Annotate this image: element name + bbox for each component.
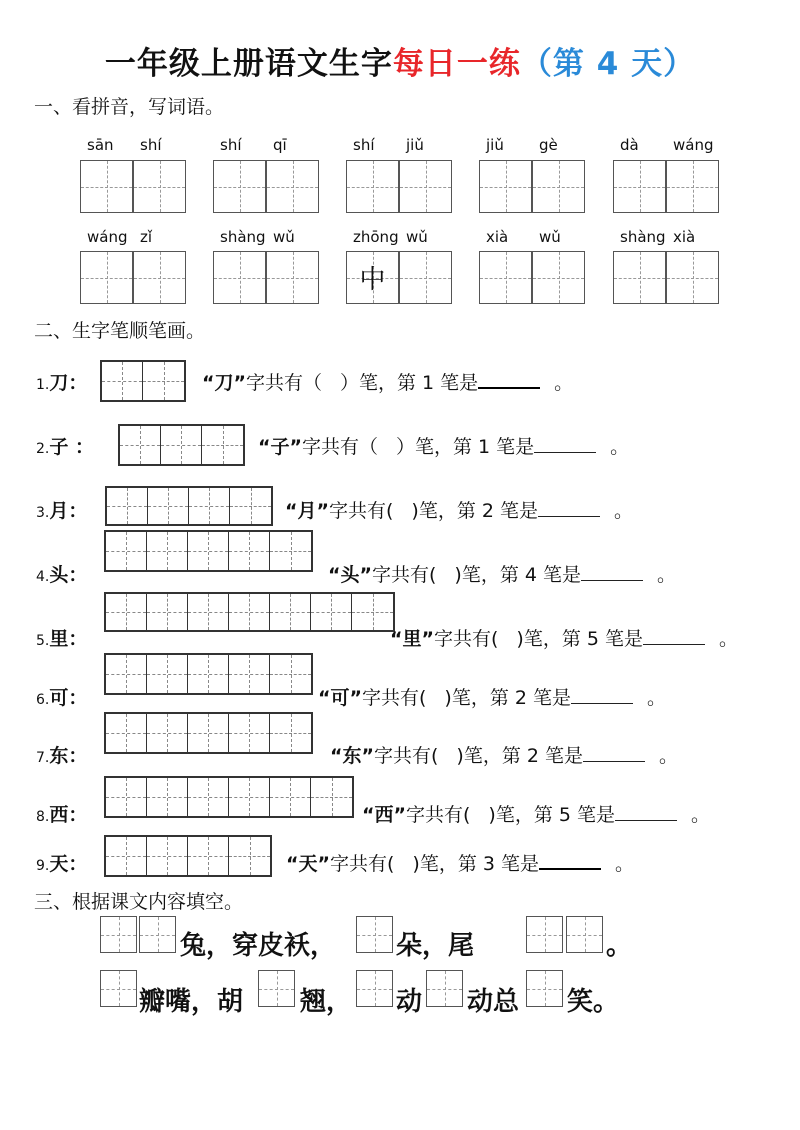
label-colon: ： (68, 687, 88, 709)
question-text: 字共有( (373, 745, 439, 767)
stroke-cell[interactable] (229, 778, 270, 816)
pinyin-syllable: wǔ (539, 228, 561, 246)
writing-cell[interactable] (613, 160, 666, 213)
stroke-item-label (36, 368, 87, 395)
question-text: )笔，第 2 笔是 (444, 687, 571, 709)
write-box[interactable] (526, 970, 563, 1007)
stroke-cell[interactable] (229, 837, 270, 875)
stroke-cell[interactable] (147, 837, 188, 875)
cell-character (533, 161, 584, 212)
cell-character (267, 161, 318, 212)
answer-blank[interactable] (581, 562, 643, 581)
writing-cell[interactable] (399, 160, 452, 213)
cell-character (614, 161, 665, 212)
stroke-cell[interactable] (270, 594, 311, 630)
stroke-cell[interactable] (106, 532, 147, 570)
stroke-cell[interactable] (311, 778, 352, 816)
cell-character (134, 252, 185, 303)
stroke-question (390, 624, 738, 651)
pinyin-syllable: jiǔ (406, 136, 424, 154)
pinyin-syllable: xià (673, 228, 696, 246)
fill-text: 朵，尾 (396, 931, 475, 961)
write-box[interactable] (100, 970, 137, 1007)
target-character: 天 (49, 853, 69, 875)
cell-character (614, 252, 665, 303)
fill-text: 瓣嘴，胡 (139, 987, 244, 1017)
pinyin-syllable: jiǔ (486, 136, 504, 154)
quoted-character: “天” (286, 853, 330, 875)
item-number: 1. (36, 377, 50, 393)
stroke-grid (104, 776, 354, 818)
question-text: )笔，第 5 笔是 (516, 628, 643, 650)
stroke-question (328, 560, 676, 587)
question-text: 字共有( (433, 628, 499, 650)
pinyin-syllable: gè (539, 136, 558, 154)
stroke-item-label (36, 496, 87, 523)
stroke-cell[interactable] (189, 488, 230, 524)
stroke-grid (104, 835, 272, 877)
cell-character (533, 252, 584, 303)
cell-character (214, 252, 265, 303)
stroke-item-label (36, 560, 87, 587)
target-character: 东 (49, 745, 69, 767)
stroke-cell[interactable] (352, 594, 393, 630)
writing-cell[interactable] (479, 160, 532, 213)
stroke-cell[interactable] (270, 778, 311, 816)
quoted-character: “东” (330, 745, 374, 767)
stroke-item-label (36, 800, 87, 827)
fill-text: 笑。 (567, 987, 620, 1017)
pinyin-syllable: sān (87, 136, 114, 154)
writing-cell[interactable] (133, 160, 186, 213)
stroke-cell[interactable] (188, 837, 229, 875)
pinyin-syllable: wǔ (406, 228, 428, 246)
label-colon: ： (68, 372, 88, 394)
stroke-grid (104, 592, 395, 632)
pinyin-syllable: shí (220, 136, 242, 154)
stroke-cell[interactable] (229, 532, 270, 570)
cell-character (400, 252, 451, 303)
stroke-cell[interactable] (106, 655, 147, 693)
stroke-grid (100, 360, 186, 402)
question-text: )笔，第 5 笔是 (488, 804, 615, 826)
question-text: )笔，第 2 笔是 (411, 500, 538, 522)
stroke-cell[interactable] (188, 594, 229, 630)
writing-cell[interactable] (266, 251, 319, 304)
stroke-cell[interactable] (102, 362, 143, 400)
question-text: )笔，第 2 笔是 (456, 745, 583, 767)
stroke-cell[interactable] (229, 594, 270, 630)
section1-heading: 一、看拼音，写词语。 (34, 96, 225, 118)
answer-blank[interactable] (643, 626, 705, 645)
answer-blank[interactable] (539, 850, 601, 870)
target-character: 可 (49, 687, 69, 709)
quoted-character: “里” (390, 628, 434, 650)
title-main: 一年级上册语文生字 (104, 46, 393, 82)
section3-heading: 三、根据课文内容填空。 (34, 891, 244, 913)
cell-character (267, 252, 318, 303)
stroke-item-label (36, 683, 87, 710)
write-box[interactable] (356, 970, 393, 1007)
write-box[interactable] (426, 970, 463, 1007)
stroke-cell[interactable] (161, 426, 202, 464)
writing-cell[interactable] (346, 251, 399, 304)
fill-text: 兔，穿皮袄， (180, 931, 337, 961)
title-daily: 每日一练 (392, 46, 521, 82)
answer-blank[interactable] (538, 498, 600, 517)
stroke-cell[interactable] (147, 714, 188, 752)
stroke-cell[interactable] (270, 532, 311, 570)
quoted-character: “子” (258, 436, 302, 458)
pinyin-syllable: wáng (673, 136, 714, 154)
target-character: 西 (49, 804, 69, 826)
question-text: ）笔，第 1 笔是 (340, 372, 479, 394)
pinyin-syllable: shí (353, 136, 375, 154)
label-colon: ： (68, 564, 88, 586)
stroke-cell[interactable] (270, 655, 311, 693)
question-end: 。 (614, 500, 634, 522)
stroke-item-label (36, 741, 87, 768)
item-number: 3. (36, 505, 50, 521)
answer-blank[interactable] (615, 802, 677, 821)
quoted-character: “可” (318, 687, 362, 709)
writing-cell[interactable] (213, 160, 266, 213)
pinyin-syllable: qī (273, 136, 287, 154)
target-character: 刀 (49, 372, 69, 394)
stroke-grid (104, 653, 313, 695)
write-box[interactable] (139, 916, 176, 953)
stroke-question (286, 849, 634, 876)
pinyin-syllable: wáng (87, 228, 128, 246)
writing-cell[interactable] (399, 251, 452, 304)
question-text: 字共有( (405, 804, 471, 826)
stroke-question (202, 368, 573, 395)
label-colon: ： (68, 745, 88, 767)
label-colon: ： (68, 436, 94, 458)
cell-character (400, 161, 451, 212)
stroke-cell[interactable] (188, 714, 229, 752)
target-character: 月 (49, 500, 69, 522)
stroke-cell[interactable] (229, 714, 270, 752)
stroke-item-label (36, 432, 94, 459)
answer-blank[interactable] (478, 369, 540, 389)
question-end: 。 (657, 564, 677, 586)
question-text: )笔，第 3 笔是 (412, 853, 539, 875)
cell-character (347, 161, 398, 212)
item-number: 9. (36, 858, 50, 874)
stroke-cell[interactable] (202, 426, 243, 464)
item-number: 4. (36, 569, 50, 585)
question-text: 字共有（ (301, 436, 378, 458)
question-text: )笔，第 4 笔是 (454, 564, 581, 586)
fill-text: 。 (606, 931, 633, 961)
stroke-question (285, 496, 633, 523)
question-text: 字共有（ (245, 372, 322, 394)
answer-blank[interactable] (534, 434, 596, 453)
writing-cell[interactable] (479, 251, 532, 304)
question-text: 字共有( (329, 853, 395, 875)
stroke-cell[interactable] (147, 655, 188, 693)
writing-cell[interactable] (80, 160, 133, 213)
question-end: 。 (554, 372, 574, 394)
writing-cell[interactable] (133, 251, 186, 304)
item-number: 5. (36, 633, 50, 649)
target-character: 头 (49, 564, 69, 586)
stroke-cell[interactable] (188, 778, 229, 816)
cell-character (480, 252, 531, 303)
writing-cell[interactable] (613, 251, 666, 304)
stroke-cell[interactable] (188, 532, 229, 570)
pinyin-syllable: shàng (220, 228, 266, 246)
stroke-cell[interactable] (148, 488, 189, 524)
question-end: 。 (659, 745, 679, 767)
stroke-question (330, 741, 678, 768)
write-box[interactable] (258, 970, 295, 1007)
writing-cell[interactable] (346, 160, 399, 213)
fill-text: 翘， (300, 987, 353, 1017)
stroke-grid (104, 712, 313, 754)
quoted-character: “月” (285, 500, 329, 522)
stroke-question (318, 683, 666, 710)
section2-heading: 二、生字笔顺笔画。 (34, 320, 206, 342)
question-text: ）笔，第 1 笔是 (396, 436, 535, 458)
writing-cell[interactable] (80, 251, 133, 304)
cell-character: 中 (359, 265, 386, 295)
write-box[interactable] (566, 916, 603, 953)
cell-character (134, 161, 185, 212)
stroke-cell[interactable] (147, 532, 188, 570)
writing-cell[interactable] (532, 251, 585, 304)
stroke-cell[interactable] (120, 426, 161, 464)
stroke-grid (104, 530, 313, 572)
pinyin-syllable: zhōng (353, 228, 399, 246)
stroke-cell[interactable] (230, 488, 271, 524)
write-box[interactable] (356, 916, 393, 953)
stroke-cell[interactable] (106, 778, 147, 816)
fill-text: 动 (396, 987, 423, 1017)
stroke-cell[interactable] (147, 594, 188, 630)
label-colon: ： (68, 500, 88, 522)
stroke-cell[interactable] (188, 655, 229, 693)
pinyin-syllable: shàng (620, 228, 666, 246)
stroke-cell[interactable] (107, 488, 148, 524)
item-number: 2. (36, 441, 50, 457)
writing-cell[interactable] (213, 251, 266, 304)
answer-blank[interactable] (583, 743, 645, 762)
stroke-item-label (36, 849, 87, 876)
stroke-cell[interactable] (106, 714, 147, 752)
page-title (0, 38, 800, 83)
answer-blank[interactable] (571, 685, 633, 704)
question-text: 字共有( (361, 687, 427, 709)
cell-character (81, 252, 132, 303)
cell-character (214, 161, 265, 212)
stroke-cell[interactable] (311, 594, 352, 630)
item-number: 7. (36, 750, 50, 766)
quoted-character: “西” (362, 804, 406, 826)
cell-character (667, 252, 718, 303)
question-text: 字共有( (328, 500, 394, 522)
stroke-question (258, 432, 629, 459)
stroke-cell[interactable] (147, 778, 188, 816)
target-character: 里 (49, 628, 69, 650)
cell-character (480, 161, 531, 212)
stroke-grid (105, 486, 273, 526)
fill-text: 动总 (467, 987, 520, 1017)
writing-cell[interactable] (666, 251, 719, 304)
question-end: 。 (647, 687, 667, 709)
write-box[interactable] (100, 916, 137, 953)
item-number: 8. (36, 809, 50, 825)
label-colon: ： (68, 628, 88, 650)
pinyin-syllable: shí (140, 136, 162, 154)
stroke-question (362, 800, 710, 827)
label-colon: ： (68, 804, 88, 826)
label-colon: ： (68, 853, 88, 875)
write-box[interactable] (526, 916, 563, 953)
stroke-cell[interactable] (106, 837, 147, 875)
quoted-character: “刀” (202, 372, 246, 394)
pinyin-syllable: dà (620, 136, 639, 154)
writing-cell[interactable] (666, 160, 719, 213)
target-character: 子 (49, 436, 69, 458)
pinyin-syllable: zǐ (140, 228, 153, 246)
cell-character (81, 161, 132, 212)
writing-cell[interactable] (266, 160, 319, 213)
question-end: 。 (610, 436, 630, 458)
quoted-character: “头” (328, 564, 372, 586)
title-day: （第 4 天） (520, 46, 696, 82)
question-text: 字共有( (371, 564, 437, 586)
stroke-cell[interactable] (143, 362, 184, 400)
stroke-cell[interactable] (229, 655, 270, 693)
item-number: 6. (36, 692, 50, 708)
pinyin-syllable: xià (486, 228, 509, 246)
cell-character (667, 161, 718, 212)
writing-cell[interactable] (532, 160, 585, 213)
question-end: 。 (719, 628, 739, 650)
stroke-item-label (36, 624, 87, 651)
question-end: 。 (615, 853, 635, 875)
stroke-cell[interactable] (270, 714, 311, 752)
stroke-cell[interactable] (106, 594, 147, 630)
pinyin-syllable: wǔ (273, 228, 295, 246)
stroke-grid (118, 424, 245, 466)
question-end: 。 (691, 804, 711, 826)
